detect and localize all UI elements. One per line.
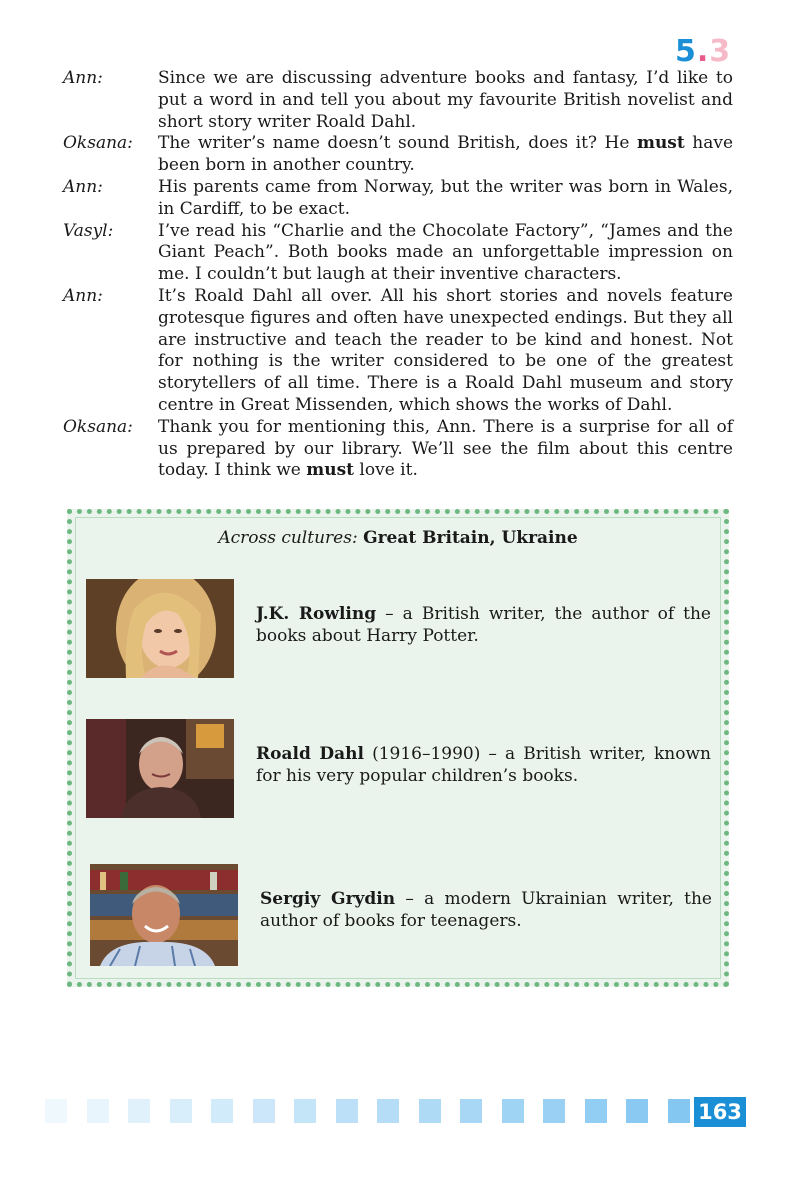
box-title-value: Great Britain, Ukraine <box>363 528 578 548</box>
footer-square <box>460 1099 482 1123</box>
footer-square <box>170 1099 192 1123</box>
author-entry <box>86 864 714 967</box>
author-entry <box>86 579 714 679</box>
dialogue-turn <box>63 177 733 221</box>
footer-decoration <box>0 1097 800 1127</box>
speaker-name: Ann: <box>63 68 103 88</box>
speaker-name: Ann: <box>63 285 103 306</box>
speech-text: I’ve read his “Charlie and the Chocolate Factory”, “James and the Giant Peach”. Both books made an unforgettable impression on me. I couldn’t but laugh at their inventive characters. <box>158 220 733 285</box>
footer-square <box>294 1099 316 1123</box>
footer-square <box>502 1099 524 1123</box>
speech-text: His parents came from Norway, but the writer was born in Wales, in Cardiff, to be exact. <box>158 176 733 219</box>
footer-square <box>253 1099 275 1123</box>
footer-square <box>336 1099 358 1123</box>
footer-square <box>45 1099 67 1123</box>
section-number: 5.3 <box>675 34 732 69</box>
footer-square <box>585 1099 607 1123</box>
footer-square <box>211 1099 233 1123</box>
dialogue-turn <box>63 68 733 133</box>
footer-square <box>87 1099 109 1123</box>
speaker-name: Ann: <box>63 176 103 197</box>
author-name: Roald Dahl <box>256 744 364 764</box>
dialogue <box>63 68 733 482</box>
author-name: J.K. Rowling <box>256 604 377 624</box>
author-name: Sergiy Grydin <box>260 889 396 909</box>
box-title-label: Across cultures: <box>218 528 358 548</box>
author-entry <box>86 719 714 819</box>
grydin-photo <box>90 864 238 966</box>
speaker-name: Oksana: <box>63 133 133 154</box>
dialogue-turn <box>63 133 733 177</box>
speech-text: It’s Roald Dahl all over. All his short stories and novels feature grotesque figures and often have unexpected endings. But they all are instructive and teach the reader to be kind and honest. Not for nothing is the writer considered to be one of the greatest storytellers of all time. There is a Roald Dahl museum and story centre in Great Missenden, which shows the works of Dahl. <box>158 285 733 415</box>
footer-square <box>377 1099 399 1123</box>
box-title <box>72 528 724 548</box>
dahl-photo <box>86 719 234 818</box>
dialogue-turn <box>63 221 733 286</box>
author-description: J.K. Rowling – a British writer, the author of the books about Harry Potter. <box>256 604 711 646</box>
author-description: Roald Dahl (1916–1990) – a British writer, known for his very popular children’s books. <box>256 744 711 786</box>
footer-square <box>668 1099 690 1123</box>
speaker-name: Vasyl: <box>63 220 114 241</box>
speech-text: The writer’s name doesn’t sound British, does it? He must have been born in another country. <box>158 133 734 176</box>
dialogue-turn <box>63 286 733 417</box>
page-number: 163 <box>694 1097 746 1127</box>
footer-square <box>543 1099 565 1123</box>
author-description: Sergiy Grydin – a modern Ukrainian writer, the author of books for teenagers. <box>260 889 712 931</box>
speech-text: Thank you for mentioning this, Ann. There is a surprise for all of us prepared by our library. We’ll see the film about this centre today. I think we must love it. <box>158 416 733 481</box>
footer-square <box>128 1099 150 1123</box>
footer-square <box>419 1099 441 1123</box>
dialogue-turn <box>63 417 733 482</box>
rowling-photo <box>86 579 234 678</box>
speaker-name: Oksana: <box>63 416 133 437</box>
speech-text: Since we are discussing adventure books and fantasy, I’d like to put a word in and tell you about my favourite British novelist and short story writer Roald Dahl. <box>158 68 733 132</box>
across-cultures-box <box>67 509 729 987</box>
footer-square <box>626 1099 648 1123</box>
